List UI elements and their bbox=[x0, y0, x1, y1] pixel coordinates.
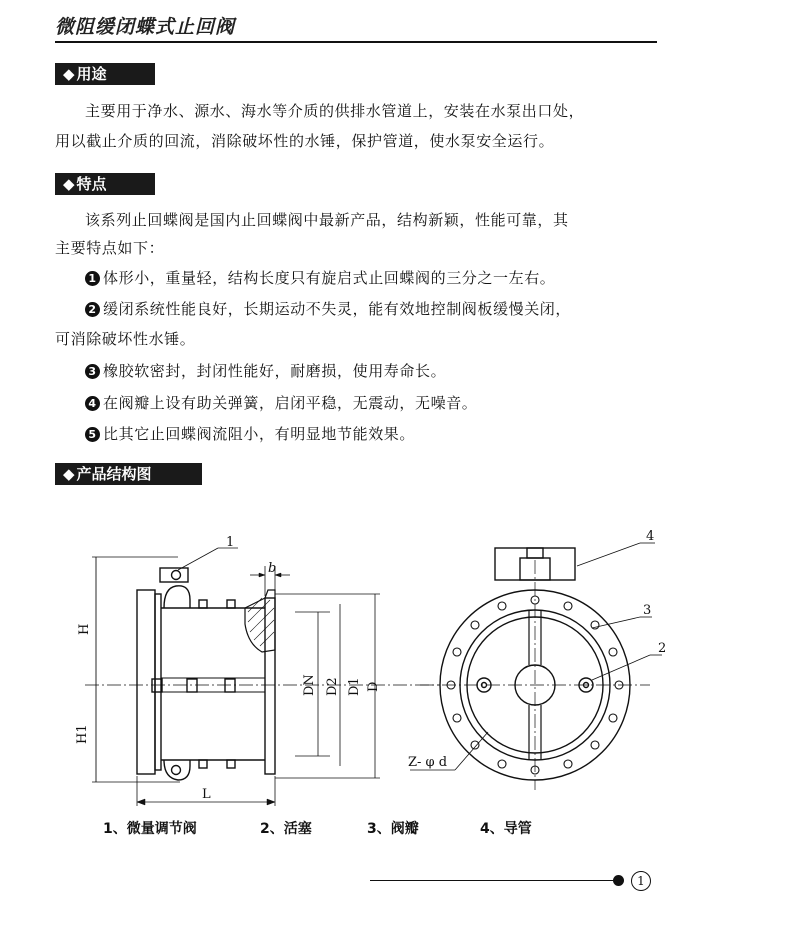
features-intro-line-2: 主要特点如下： bbox=[55, 239, 165, 257]
dim-D1: D1 bbox=[347, 677, 362, 696]
caption-item: 4、导管 bbox=[480, 821, 532, 837]
dim-D: D bbox=[366, 681, 381, 692]
feature-text: 体形小，重量轻，结构长度只有旋启式止回蝶阀的三分之一左右。 bbox=[103, 269, 556, 287]
feature-item-continuation: 可消除破坏性水锤。 bbox=[55, 330, 196, 348]
number-badge-icon: 5 bbox=[85, 427, 100, 442]
number-badge-icon: 3 bbox=[85, 364, 100, 379]
dim-DN: DN bbox=[302, 674, 317, 696]
feature-text: 比其它止回蝶阀流阻小，有明显地节能效果。 bbox=[103, 425, 416, 443]
dim-b: b bbox=[268, 561, 277, 576]
page-number: 1 bbox=[631, 871, 651, 891]
caption-item: 1、微量调节阀 bbox=[103, 821, 197, 837]
callout-3: 3 bbox=[643, 603, 652, 618]
number-badge-icon: 4 bbox=[85, 396, 100, 411]
section-label: 特点 bbox=[76, 175, 107, 193]
feature-text: 缓闭系统性能良好，长期运动不失灵，能有效地控制阀板缓慢关闭， bbox=[103, 300, 572, 318]
caption-item: 3、阀瓣 bbox=[367, 821, 419, 837]
usage-line-2: 用以截止介质的回流，消除破坏性的水锤，保护管道，使水泵安全运行。 bbox=[55, 132, 555, 150]
callout-1: 1 bbox=[226, 535, 235, 550]
diamond-icon: ◆ bbox=[63, 465, 75, 483]
dim-z-phi-d: Z- φ d bbox=[408, 755, 448, 770]
footer-rule bbox=[370, 880, 613, 881]
section-label: 产品结构图 bbox=[76, 465, 152, 483]
feature-text: 在阀瓣上设有助关弹簧，启闭平稳，无震动，无噪音。 bbox=[103, 394, 478, 412]
number-badge-icon: 1 bbox=[85, 271, 100, 286]
dim-D2: D2 bbox=[325, 677, 340, 696]
caption-item: 2、活塞 bbox=[260, 821, 312, 837]
diamond-icon: ◆ bbox=[63, 175, 75, 193]
section-label: 用途 bbox=[76, 65, 107, 83]
diamond-icon: ◆ bbox=[63, 65, 75, 83]
side-view bbox=[85, 557, 440, 806]
dim-L: L bbox=[202, 787, 211, 802]
dim-H: H bbox=[77, 623, 92, 635]
number-badge-icon: 2 bbox=[85, 302, 100, 317]
page-title: 微阻缓闭蝶式止回阀 bbox=[55, 16, 236, 38]
callout-4: 4 bbox=[646, 529, 655, 544]
dim-H1: H1 bbox=[75, 724, 90, 744]
usage-line-1: 主要用于净水、源水、海水等介质的供排水管道上，安装在水泵出口处， bbox=[85, 102, 585, 120]
footer-dot-icon bbox=[613, 875, 624, 886]
front-view bbox=[410, 543, 662, 790]
feature-text: 橡胶软密封，封闭性能好，耐磨损，使用寿命长。 bbox=[103, 362, 447, 380]
callout-2: 2 bbox=[658, 641, 667, 656]
features-intro-line-1: 该系列止回蝶阀是国内止回蝶阀中最新产品，结构新颖，性能可靠，其 bbox=[85, 211, 569, 229]
